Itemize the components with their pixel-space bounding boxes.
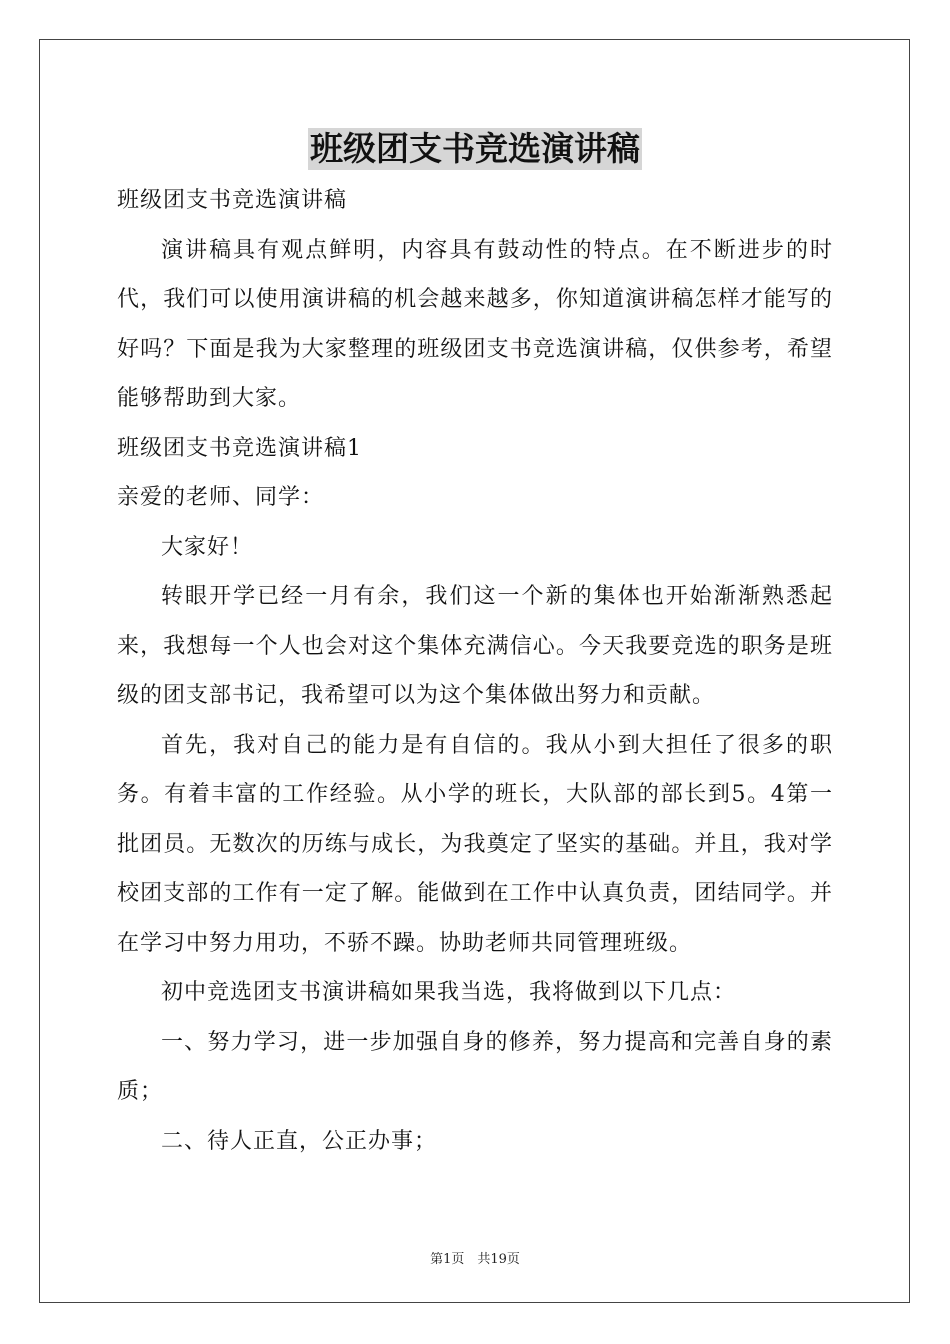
document-body	[117, 176, 833, 1166]
list-item: 二、待人正直，公正办事；	[161, 1128, 438, 1154]
list-item: 一、努力学习，进一步加强自身的修养，努力提高和完善自身的素质；	[117, 1029, 833, 1104]
section-heading: 班级团支书竞选演讲稿1	[117, 435, 362, 461]
intro-paragraph: 演讲稿具有观点鲜明，内容具有鼓动性的特点。在不断进步的时代，我们可以使用演讲稿的机会越来越多，你知道演讲稿怎样才能写的好吗？下面是我为大家整理的班级团支书竞选演讲稿，仅供参考，希望能够帮助到大家。	[117, 237, 833, 411]
body-paragraph: 转眼开学已经一月有余，我们这一个新的集体也开始渐渐熟悉起来，我想每一个人也会对这个集体充满信心。今天我要竞选的职务是班级的团支部书记，我希望可以为这个集体做出努力和贡献。	[117, 584, 833, 708]
subtitle-paragraph: 班级团支书竞选演讲稿	[117, 188, 348, 213]
page-footer: 第1页 共19页	[430, 1252, 520, 1267]
body-paragraph: 初中竞选团支书演讲稿如果我当选，我将做到以下几点：	[161, 980, 737, 1005]
body-paragraph: 首先，我对自己的能力是有自信的。我从小到大担任了很多的职务。有着丰富的工作经验。从小学的班长，大队部的部长到5。4第一批团员。无数次的历练与成长，为我奠定了坚实的基础。并且，我对学校团支部的工作有一定了解。能做到在工作中认真负责，团结同学。并在学习中努力用功，不骄不躁。协助老师共同管理班级。	[117, 732, 833, 956]
greeting: 大家好！	[161, 534, 254, 560]
document-title: 班级团支书竞选演讲稿	[310, 129, 640, 168]
salutation: 亲爱的老师、同学：	[117, 485, 325, 510]
title-container	[0, 128, 950, 170]
